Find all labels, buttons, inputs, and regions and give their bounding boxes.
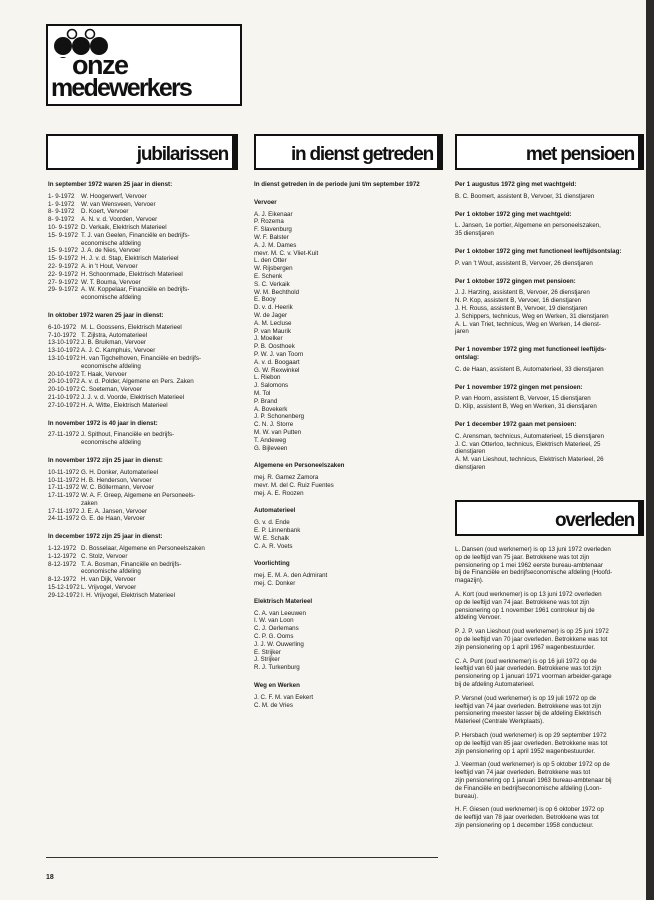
date-cell: 27- 9-1972: [48, 278, 78, 286]
name-cell: W. Hoogerwerf, Vervoer: [81, 192, 147, 200]
obituary-line: H. F. Giesen (oud werknemer) is op 6 oktober 1972 op: [455, 806, 604, 814]
list-item: [48, 431, 238, 439]
name-cell: T. Zijlstra, Automaterieel: [81, 331, 148, 339]
spacer: [455, 201, 642, 211]
obituary-line: zijn pensionering op 1 april 1952 wagenbestuurder.: [455, 747, 596, 755]
spacer: [48, 523, 238, 533]
intro-heading: In dienst getreden in de periode juni t/m september 1972: [254, 181, 420, 188]
spacer: [254, 588, 444, 598]
list-item: J. Moelker: [254, 335, 283, 343]
obituary-line: P. J. P. van Lieshout (oud werknemer) is op 25 juni 1972: [455, 628, 609, 636]
spacer: [254, 709, 444, 719]
jubilarissen-header: [46, 134, 238, 170]
list-item: [48, 394, 238, 402]
name-cell: J. B. Bruikman, Vervoer: [81, 339, 146, 347]
list-item: J. C. van Otterloo, technicus, Elektrisch Materieel, 25: [455, 440, 601, 448]
obituary-line: L. Dansen (oud werknemer) is op 13 juni 1972 overleden: [455, 546, 611, 553]
spacer: [254, 672, 444, 682]
date-cell: 17-11-1972: [48, 507, 80, 515]
obituary-line: Materieel (Centrale Werkplaats).: [455, 718, 544, 726]
list-item: C. de Haan, assistent B, Automaterieel, 33 dienstjaren: [455, 365, 604, 373]
list-item: mej. R. Gamez Zamora: [254, 474, 319, 482]
list-item: [48, 545, 238, 553]
obituary-line: A. Kort (oud werknemer) is op 13 juni 1972 overleden: [455, 590, 602, 598]
date-cell: 27-11-1972: [48, 431, 80, 439]
group-heading: Per 1 oktober 1972 ging met wachtgeld:: [455, 210, 572, 218]
list-item: E. Booy: [254, 296, 276, 304]
date-cell: 6-10-1972: [48, 323, 77, 331]
list-item: [48, 332, 238, 340]
name-cell: A. W. Koppelaar, Financiële en bedrijfs-: [81, 286, 190, 294]
group-heading: Per 1 oktober 1972 ging met functioneel leeftijdsontslag:: [455, 247, 622, 255]
name-cell: zaken: [81, 499, 98, 507]
date-cell: [48, 363, 81, 371]
group-heading: In november 1972 is 40 jaar in dienst:: [48, 419, 158, 427]
list-item: [48, 508, 238, 516]
date-cell: 24-11-1972: [48, 515, 80, 523]
pensioen-list: [455, 181, 642, 482]
group-heading: Algemene en Personeelszaken: [254, 462, 345, 470]
in-dienst-title: in dienst getreden: [290, 144, 433, 165]
obituary-line: op de leeftijd van 85 jaar overleden. Betrokkene was tot: [455, 739, 608, 747]
in-dienst-list: [254, 181, 444, 719]
list-item: C. A. R. Voets: [254, 542, 293, 550]
group-heading: Per 1 oktober 1972 gingen met pensioen:: [455, 277, 576, 285]
list-item: [48, 553, 238, 561]
obituary-line: de leeftijd van 78 jaar overleden. Betrokkene was tot: [455, 814, 599, 822]
obituary-line: P. Hersbach (oud werknemer) is op 29 september 1972: [455, 731, 607, 739]
list-item: P. Brand: [254, 397, 278, 405]
list-item: E. Strijker: [254, 648, 281, 656]
list-item: [48, 439, 238, 447]
date-cell: 1- 9-1972: [48, 200, 75, 208]
list-item: [48, 294, 238, 302]
list-item: J. H. Rouss, assistent B, Vervoer, 19 dienstjaren: [455, 304, 588, 312]
date-cell: 8- 9-1972: [48, 216, 75, 224]
list-item: M. W. van Putten: [254, 428, 302, 436]
group-heading: In september 1972 waren 25 jaar in dienst:: [48, 181, 173, 188]
obituary-paragraph: [455, 546, 642, 585]
list-item: mej. A. E. Roozen: [254, 489, 304, 497]
obituary-line: de Financiële en bedrijfseconomische afdeling (Loon-: [455, 784, 602, 792]
list-item: C. M. de Vries: [254, 701, 293, 709]
date-cell: 22- 9-1972: [48, 270, 78, 278]
name-cell: economische afdeling: [81, 362, 141, 370]
obituary-line: leeftijd van 74 jaar overleden. Betrokkene was tot: [455, 769, 591, 777]
list-item: [48, 208, 238, 216]
date-cell: 8-12-1972: [48, 560, 77, 568]
date-cell: 7-10-1972: [48, 331, 77, 339]
obituary-line: zijn pensionering op 1 april 1967 wagenbestuurder.: [455, 643, 596, 651]
date-cell: 1- 9-1972: [48, 192, 75, 200]
list-item: [48, 492, 238, 500]
list-item: [48, 584, 238, 592]
list-item: A. L. van Triet, technicus, Weg en Werken, 14 dienst-: [455, 320, 601, 328]
list-item: C. Arensman, technicus, Automaterieel, 15 dienstjaren: [455, 432, 604, 440]
list-item: W. de Jager: [254, 311, 288, 319]
obituary-line: leeftijd van 74 jaar overleden. Betrokkene was tot zijn: [455, 702, 602, 710]
group-heading: Voorlichting: [254, 560, 290, 568]
spacer: [455, 374, 642, 384]
obituary-line: leeftijd van 60 jaar overleden. Betrokkene was tot zijn: [455, 665, 602, 673]
spacer: [455, 472, 642, 482]
logo-word-medewerkers: medewerkers: [51, 74, 192, 102]
jubilarissen-title: jubilarissen: [136, 144, 228, 165]
date-cell: 8- 9-1972: [48, 208, 75, 216]
name-cell: I. H. Vrijvogel, Elektrisch Materieel: [81, 591, 175, 599]
date-cell: [48, 240, 81, 248]
list-item: J. Salomons: [254, 382, 289, 390]
list-item: [48, 469, 238, 477]
list-item: P. B. Oosthoek: [254, 343, 295, 351]
name-cell: H. Schoonmade, Elektrisch Materieel: [81, 270, 183, 278]
spacer: [48, 600, 238, 610]
date-cell: [48, 500, 81, 508]
list-item: J. J. Harzing, assistent B, Vervoer, 26 dienstjaren: [455, 289, 590, 297]
group-heading: Weg en Werken: [254, 682, 300, 690]
date-cell: 13-10-1972: [48, 347, 80, 355]
obituary-paragraph: [455, 806, 642, 829]
name-cell: J. Spithout, Financiële en bedrijfs-: [81, 431, 175, 439]
list-item: A. M. Lecluse: [254, 319, 292, 327]
group-heading: In november 1972 zijn 25 jaar in dienst:: [48, 456, 163, 464]
obituary-paragraph: [455, 591, 642, 622]
in-dienst-header: [254, 134, 443, 170]
page-number: 18: [46, 874, 54, 881]
obituary-paragraph: [455, 695, 642, 726]
name-cell: D. Verkaik, Elektrisch Materieel: [81, 223, 167, 231]
binding-edge: [646, 0, 654, 900]
date-cell: 29- 9-1972: [48, 286, 78, 294]
overleden-title: overleden: [555, 510, 634, 531]
list-item: mej. E. M. A. den Admirant: [254, 572, 328, 580]
overleden-list: [455, 546, 642, 836]
list-item: [48, 224, 238, 232]
obituary-line: bureau).: [455, 792, 479, 800]
name-cell: economische afdeling: [81, 294, 141, 302]
name-cell: A. in 't Hout, Vervoer: [81, 262, 138, 270]
list-item: T. Andeweg: [254, 436, 286, 444]
date-cell: 27-10-1972: [48, 401, 80, 409]
obituary-line: bij de Financiële en bedrijfseconomische afdeling (Hoofd-: [455, 569, 613, 577]
obituary-line: pensionering meester lasser bij de afdeling Elektrisch: [455, 710, 602, 718]
list-item: [48, 255, 238, 263]
date-cell: 17-11-1972: [48, 492, 80, 500]
obituary-paragraph: [455, 628, 642, 651]
name-cell: H. van Dijk, Vervoer: [81, 576, 136, 584]
list-item: E. P. Linnenbank: [254, 527, 301, 535]
list-item: M. Tol: [254, 389, 271, 397]
spacer: [455, 336, 642, 346]
obituary-line: pensionering op 1 november 1961 controleur bij de: [455, 606, 595, 614]
obituary-paragraph: [455, 732, 642, 755]
name-cell: economische afdeling: [81, 239, 141, 247]
obituary-paragraph: [455, 761, 642, 800]
date-cell: 1-12-1972: [48, 545, 77, 553]
list-item: G. Bijleveen: [254, 444, 288, 452]
group-heading: Per 1 november 1972 ging met functioneel leeftijds-: [455, 346, 607, 354]
obituary-line: C. A. Punt (oud werknemer) is op 16 juli 1972 op de: [455, 657, 597, 665]
jubilarissen-list: [48, 181, 238, 610]
list-item: [48, 363, 238, 371]
list-item: [48, 371, 238, 379]
date-cell: 8-12-1972: [48, 576, 77, 584]
group-heading: Vervoer: [254, 198, 277, 206]
list-item: A. J. M. Dames: [254, 241, 297, 249]
date-cell: [48, 568, 81, 576]
list-item: [48, 347, 238, 355]
list-item: C. P. G. Ooms: [254, 633, 294, 641]
header-bar: [437, 136, 443, 168]
list-item: W. E. Schalk: [254, 534, 290, 542]
group-heading: Per 1 november 1972 gingen met pensioen:: [455, 383, 583, 391]
name-cell: T. Haak, Vervoer: [81, 370, 127, 378]
group-heading-cont: ontslag:: [455, 353, 480, 361]
list-item: I. W. van Loon: [254, 617, 294, 625]
list-item: N. P. Kop, assistent B, Vervoer, 16 dienstjaren: [455, 297, 582, 305]
pensioen-header: [455, 134, 644, 170]
obituary-line: pensionering op 1 januari 1971 voorman arbeider-garage: [455, 673, 612, 681]
name-cell: D. Bosselaar, Algemene en Personeelszaken: [81, 545, 205, 553]
onze-medewerkers-logo: [46, 24, 242, 106]
header-bar: [232, 136, 238, 168]
list-item: [48, 324, 238, 332]
name-cell: W. T. Bouma, Vervoer: [81, 278, 141, 286]
obituary-line: op de leeftijd van 74 jaar. Betrokkene was tot zijn: [455, 598, 590, 606]
list-item: [48, 339, 238, 347]
name-cell: A. N. v. d. Voorden, Vervoer: [81, 216, 158, 224]
name-cell: A. v. d. Polder, Algemene en Pers. Zaken: [81, 378, 194, 386]
name-cell: W. C. Böllermann, Vervoer: [81, 484, 154, 492]
list-item: A. Bovekerk: [254, 405, 288, 413]
list-item: G. W. Rexwinkel: [254, 366, 300, 374]
list-item: [48, 355, 238, 363]
header-bar: [638, 136, 644, 168]
list-item: [48, 247, 238, 255]
list-item: [48, 402, 238, 410]
name-cell: C. Soeteman, Vervoer: [81, 386, 142, 394]
list-item: [48, 568, 238, 576]
overleden-header: [455, 500, 644, 536]
name-cell: G. H. Donker, Automaterieel: [81, 468, 159, 476]
logo-word-onze: onze: [72, 50, 128, 80]
name-cell: L. Vrijvogel, Vervoer: [81, 584, 137, 592]
list-item: D. v. d. Heerik: [254, 304, 293, 312]
list-item: mej. C. Donker: [254, 580, 296, 588]
list-item: S. C. Verkaik: [254, 280, 290, 288]
date-cell: 10-11-1972: [48, 468, 80, 476]
name-cell: H. van Tigchelhoven, Financiële en bedrijfs-: [81, 354, 202, 362]
list-item: [48, 484, 238, 492]
list-item: [48, 576, 238, 584]
list-item: A. J. Eikenaar: [254, 210, 293, 218]
name-cell: H. A. Witte, Elektrisch Materieel: [81, 401, 168, 409]
date-cell: 29-12-1972: [48, 591, 80, 599]
group-heading: Per 1 augustus 1972 ging met wachtgeld:: [455, 181, 577, 188]
list-item: J. J. W. Ouwerling: [254, 640, 304, 648]
list-item: L. Jansen, 1e portier, Algemene en personeelszaken,: [455, 222, 601, 230]
list-item: P. van 't Wout, assistent B, Vervoer, 26 dienstjaren: [455, 259, 593, 267]
list-item: [48, 386, 238, 394]
obituary-line: op de leeftijd van 75 jaar. Betrokkene was tot zijn: [455, 553, 590, 561]
spacer: [48, 447, 238, 457]
date-cell: 20-10-1972: [48, 386, 80, 394]
obituary-line: afdeling Vervoer.: [455, 614, 502, 622]
date-cell: 21-10-1972: [48, 393, 80, 401]
list-item: [48, 216, 238, 224]
name-cell: J. J. v. d. Voorde, Elektrisch Materieel: [81, 393, 185, 401]
date-cell: 22- 9-1972: [48, 262, 78, 270]
list-item: mevr. M. del C. Ruiz Fuentes: [254, 481, 334, 489]
name-cell: economische afdeling: [81, 439, 141, 447]
date-cell: 10-11-1972: [48, 476, 80, 484]
list-item: [48, 500, 238, 508]
obituary-line: J. Veerman (oud werknemer) is op 5 oktober 1972 op de: [455, 761, 610, 769]
obituary-paragraph: [455, 658, 642, 689]
list-item: G. v. d. Ende: [254, 519, 290, 527]
spacer: [455, 268, 642, 278]
group-heading: In december 1972 zijn 25 jaar in dienst:: [48, 533, 163, 541]
list-item: [48, 193, 238, 201]
name-cell: D. Koert, Vervoer: [81, 208, 129, 216]
spacer: [455, 411, 642, 421]
name-cell: A. J. C. Kamphuis, Vervoer: [81, 347, 156, 355]
list-item: dienstjaren: [455, 448, 486, 456]
date-cell: 15-12-1972: [48, 584, 80, 592]
name-cell: H. B. Henderson, Vervoer: [81, 476, 152, 484]
date-cell: 15- 9-1972: [48, 255, 78, 263]
list-item: J. C. F. M. van Eekert: [254, 693, 314, 701]
name-cell: G. E. de Haan, Vervoer: [81, 515, 145, 523]
date-cell: [48, 294, 81, 302]
list-item: J. Schippers, technicus, Weg en Werken, 31 dienstjaren: [455, 312, 609, 320]
list-item: J. P. Schonenberg: [254, 413, 305, 421]
spacer: [455, 238, 642, 248]
list-item: [48, 561, 238, 569]
list-item: P. van Maurik: [254, 327, 292, 335]
name-cell: M. L. Goossens, Elektrisch Materieel: [81, 323, 182, 331]
list-item: P. Rozema: [254, 218, 284, 226]
date-cell: 1-12-1972: [48, 552, 77, 560]
obituary-line: zijn pensionering op 1 januari 1963 bureau-ambtenaar bij: [455, 776, 612, 784]
footer-rule: [46, 857, 438, 858]
group-heading: Automaterieel: [254, 507, 296, 515]
spacer: [48, 410, 238, 420]
date-cell: 13-10-1972: [48, 354, 80, 362]
list-item: C. J. Oerlemans: [254, 625, 299, 633]
name-cell: W. van Wensveen, Vervoer: [81, 200, 156, 208]
list-item: [48, 477, 238, 485]
spacer: [254, 452, 444, 462]
obituary-line: pensionering op 1 mei 1962 eerste bureau-ambtenaar: [455, 561, 603, 569]
list-item: W. Rijsbergen: [254, 265, 293, 273]
name-cell: T. A. Bosman, Financiële en bedrijfs-: [81, 560, 182, 568]
list-item: C. N. J. Storre: [254, 421, 294, 429]
list-item: [48, 240, 238, 248]
name-cell: J. A. de Nies, Vervoer: [81, 247, 141, 255]
date-cell: 17-11-1972: [48, 484, 80, 492]
group-heading: Per 1 december 1972 gaan met pensioen:: [455, 420, 577, 428]
list-item: P. van Hoorn, assistent B, Vervoer, 15 dienstjaren: [455, 395, 591, 403]
date-cell: 15- 9-1972: [48, 231, 78, 239]
list-item: [48, 279, 238, 287]
name-cell: economische afdeling: [81, 568, 141, 576]
date-cell: 13-10-1972: [48, 339, 80, 347]
date-cell: 20-10-1972: [48, 370, 80, 378]
obituary-line: magazijn).: [455, 577, 484, 585]
spacer: [254, 550, 444, 560]
list-item: [48, 201, 238, 209]
list-item: 35 dienstjaren: [455, 230, 494, 238]
date-cell: 10- 9-1972: [48, 223, 78, 231]
list-item: [48, 378, 238, 386]
name-cell: W. A. F. Greep, Algemene en Personeels-: [81, 492, 196, 500]
list-item: A. M. van Lieshout, technicus, Elektrisch Materieel, 26: [455, 456, 604, 464]
list-item: dienstjaren: [455, 463, 486, 471]
spacer: [48, 302, 238, 312]
list-item: C. A. van Leeuwen: [254, 609, 306, 617]
list-item: [48, 515, 238, 523]
list-item: P. W. J. van Toorn: [254, 350, 304, 358]
list-item: [48, 232, 238, 240]
list-item: mevr. M. C. v. Vliet-Kuit: [254, 249, 319, 257]
list-item: L. Riebon: [254, 374, 281, 382]
spacer: [254, 497, 444, 507]
group-heading: Elektrisch Materieel: [254, 597, 313, 605]
list-item: D. Klip, assistent B, Weg en Werken, 31 dienstjaren: [455, 403, 597, 411]
date-cell: 15- 9-1972: [48, 247, 78, 255]
list-item: [48, 271, 238, 279]
list-item: A. v. d. Boogaart: [254, 358, 300, 366]
name-cell: J. E. A. Jansen, Vervoer: [81, 507, 148, 515]
obituary-line: zijn pensionering op 1 december 1958 conducteur.: [455, 821, 594, 829]
list-item: W. F. Balster: [254, 233, 289, 241]
date-cell: 20-10-1972: [48, 378, 80, 386]
name-cell: C. Stolz, Vervoer: [81, 552, 128, 560]
obituary-line: bij de afdeling Automaterieel.: [455, 680, 535, 688]
list-item: [48, 592, 238, 600]
list-item: [48, 263, 238, 271]
group-heading: In oktober 1972 waren 25 jaar in dienst:: [48, 311, 164, 319]
date-cell: [48, 439, 81, 447]
list-item: L. den Otter: [254, 257, 287, 265]
list-item: W. M. Bechthold: [254, 288, 300, 296]
obituary-line: op de leeftijd van 70 jaar overleden. Betrokkene was tot: [455, 635, 608, 643]
pensioen-title: met pensioen: [525, 144, 634, 165]
list-item: B. C. Boomert, assistent B, Vervoer, 31 dienstjaren: [455, 192, 595, 200]
obituary-line: P. Versnel (oud werknemer) is op 19 juli 1972 op de: [455, 694, 597, 702]
header-bar: [638, 502, 644, 534]
list-item: [48, 286, 238, 294]
list-item: F. Slavenburg: [254, 226, 292, 234]
list-item: R. J. Turkenburg: [254, 664, 300, 672]
list-item: E. Schenk: [254, 272, 283, 280]
name-cell: H. J. v. d. Stap, Elektrisch Materieel: [81, 255, 179, 263]
name-cell: T. J. van Geelen, Financiële en bedrijfs-: [81, 231, 190, 239]
list-item: J. Strijker: [254, 656, 280, 664]
list-item: jaren: [455, 328, 469, 336]
